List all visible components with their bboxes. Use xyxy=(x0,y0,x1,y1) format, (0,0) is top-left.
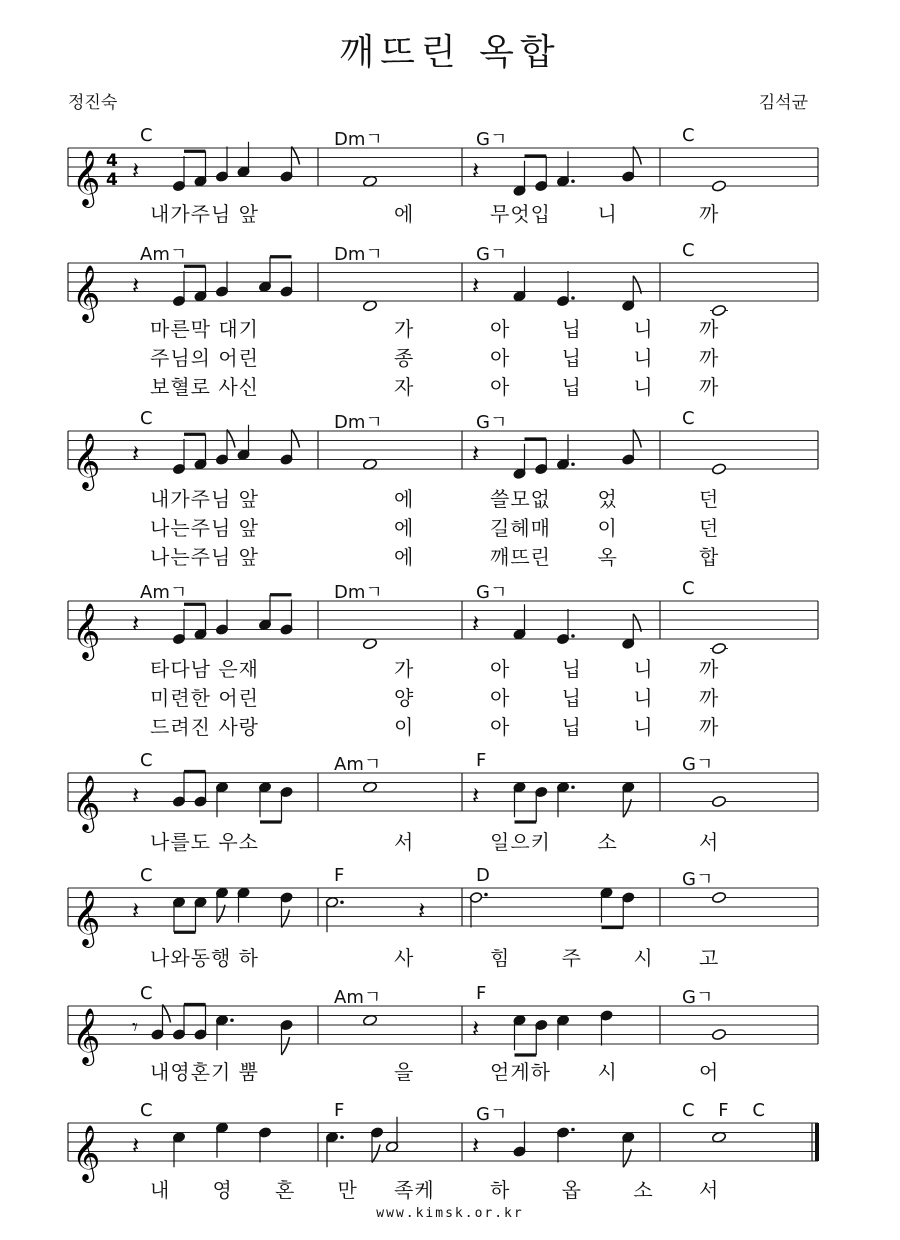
lyric-line xyxy=(0,711,900,741)
quarter-rest-icon: 𝄽 xyxy=(472,781,480,810)
lyric-syllable: 드려진 사랑 xyxy=(150,715,259,739)
note-head xyxy=(711,891,726,903)
lyric-syllable: 서 xyxy=(699,830,720,854)
lyric-syllable: 까 xyxy=(699,715,720,739)
dot xyxy=(571,634,575,638)
note-head xyxy=(711,795,726,807)
chord-symbol: Amㄱ xyxy=(334,754,382,775)
time-signature-top: 4 xyxy=(106,151,118,171)
treble-clef-icon: 𝄞 xyxy=(72,1125,101,1181)
lyric-line xyxy=(0,342,900,372)
chord-symbol: Amㄱ xyxy=(140,582,188,603)
lyric-syllable: 깨뜨린 xyxy=(490,545,551,569)
lyric-syllable: 사 xyxy=(394,946,415,970)
chord-symbol: C xyxy=(140,865,153,886)
website-footer: www.kimsk.or.kr xyxy=(376,1206,524,1221)
quarter-rest-icon: 𝄽 xyxy=(472,271,480,300)
treble-clef-icon: 𝄞 xyxy=(72,150,101,206)
lyric-syllable: 었 xyxy=(597,487,618,511)
lyric-syllable: 까 xyxy=(699,202,720,226)
lyric-line xyxy=(0,1056,900,1086)
lyric-syllable: 까 xyxy=(699,686,720,710)
dot xyxy=(484,893,488,897)
quarter-rest-icon: 𝄽 xyxy=(132,896,140,925)
lyric-syllable: 닙 xyxy=(561,346,582,370)
lyric-syllable: 까 xyxy=(699,657,720,681)
note-head xyxy=(711,1028,726,1040)
chord-symbol: C xyxy=(140,408,153,429)
note-head xyxy=(711,463,726,475)
chord-symbol: Dmㄱ xyxy=(334,244,383,265)
lyric-syllable: 종 xyxy=(394,346,415,370)
chord-symbol: C xyxy=(140,750,153,771)
lyric-line xyxy=(0,512,900,542)
treble-clef-icon: 𝄞 xyxy=(72,265,101,321)
flag xyxy=(292,430,300,448)
eighth-rest-icon: 𝄾 xyxy=(132,1015,138,1041)
composer-name: 김석균 xyxy=(758,93,808,113)
chord-symbol: C xyxy=(140,1100,153,1121)
chord-symbol: Gㄱ xyxy=(682,869,714,890)
quarter-rest-icon: 𝄽 xyxy=(132,439,140,468)
chord-symbol: F xyxy=(476,750,487,771)
flag xyxy=(227,430,235,448)
quarter-rest-icon: 𝄽 xyxy=(132,781,140,810)
dot xyxy=(571,462,575,466)
flag xyxy=(633,147,641,165)
lyric-syllable: 이 xyxy=(394,715,415,739)
lyric-syllable: 하 xyxy=(490,1178,511,1202)
lyricist-name: 정진숙 xyxy=(68,93,118,113)
chord-symbol: Gㄱ xyxy=(682,987,714,1008)
lyric-syllable: 아 xyxy=(490,686,511,710)
chord-symbol: Dmㄱ xyxy=(334,412,383,433)
lyric-syllable: 내영혼기 뿜 xyxy=(150,1060,259,1084)
quarter-rest-icon: 𝄽 xyxy=(472,609,480,638)
lyric-line xyxy=(0,1174,900,1204)
lyric-syllable: 나는주님 앞 xyxy=(150,545,259,569)
staff xyxy=(0,413,900,493)
quarter-rest-icon: 𝄽 xyxy=(132,271,140,300)
lyric-syllable: 아 xyxy=(490,715,511,739)
quarter-rest-icon: 𝄽 xyxy=(132,609,140,638)
lyric-syllable: 닙 xyxy=(561,657,582,681)
lyric-syllable: 어 xyxy=(699,1060,720,1084)
lyric-syllable: 니 xyxy=(633,686,654,710)
lyric-syllable: 아 xyxy=(490,375,511,399)
lyric-syllable: 던 xyxy=(699,516,720,540)
lyric-syllable: 시 xyxy=(597,1060,618,1084)
lyric-syllable: 영 xyxy=(212,1178,233,1202)
lyric-syllable: 얻게하 xyxy=(490,1060,551,1084)
chord-symbol: D xyxy=(476,865,490,886)
lyric-syllable: 니 xyxy=(633,346,654,370)
lyric-syllable: 양 xyxy=(394,686,415,710)
flag xyxy=(633,430,641,448)
chord-symbol: Gㄱ xyxy=(682,754,714,775)
lyric-syllable: 니 xyxy=(633,375,654,399)
chord-symbol: F xyxy=(476,983,487,1004)
lyric-syllable: 이 xyxy=(597,516,618,540)
treble-clef-icon: 𝄞 xyxy=(72,433,101,489)
dot xyxy=(571,296,575,300)
lyric-syllable: 가 xyxy=(394,317,415,341)
lyric-syllable: 보혈로 사신 xyxy=(150,375,259,399)
lyric-syllable: 나는주님 앞 xyxy=(150,516,259,540)
flag xyxy=(163,1005,171,1023)
flag xyxy=(282,1037,290,1055)
quarter-rest-icon: 𝄽 xyxy=(132,1131,140,1160)
note-head xyxy=(711,180,726,192)
chord-symbol: Gㄱ xyxy=(476,582,508,603)
lyric-line xyxy=(0,682,900,712)
chord-symbol: C F C xyxy=(682,1100,765,1121)
lyric-line xyxy=(0,942,900,972)
lyric-syllable: 까 xyxy=(699,317,720,341)
final-barline-thick xyxy=(815,1123,819,1161)
lyric-line xyxy=(0,541,900,571)
lyric-syllable: 에 xyxy=(394,487,415,511)
lyric-syllable: 길헤매 xyxy=(490,516,551,540)
chord-symbol: Dmㄱ xyxy=(334,129,383,150)
lyric-line xyxy=(0,371,900,401)
lyric-syllable: 닙 xyxy=(561,375,582,399)
lyric-syllable: 서 xyxy=(394,830,415,854)
chord-symbol: Amㄱ xyxy=(334,987,382,1008)
lyric-syllable: 미련한 어린 xyxy=(150,686,259,710)
lyric-syllable: 만 xyxy=(337,1178,358,1202)
staff xyxy=(0,583,900,663)
lyric-line xyxy=(0,313,900,343)
lyric-syllable: 에 xyxy=(394,545,415,569)
lyric-syllable: 혼 xyxy=(275,1178,296,1202)
lyric-syllable: 아 xyxy=(490,657,511,681)
lyric-syllable: 내 xyxy=(150,1178,171,1202)
staff xyxy=(0,755,900,835)
chord-symbol: Gㄱ xyxy=(476,244,508,265)
lyric-syllable: 서 xyxy=(699,1178,720,1202)
quarter-rest-icon: 𝄽 xyxy=(472,156,480,185)
quarter-rest-icon: 𝄽 xyxy=(472,1131,480,1160)
treble-clef-icon: 𝄞 xyxy=(72,775,101,831)
lyric-syllable: 쓸모없 xyxy=(490,487,551,511)
chord-symbol: F xyxy=(334,865,345,886)
chord-symbol: F xyxy=(334,1100,345,1121)
chord-symbol: Amㄱ xyxy=(140,244,188,265)
chord-symbol: Gㄱ xyxy=(476,412,508,433)
treble-clef-icon: 𝄞 xyxy=(72,890,101,946)
lyric-syllable: 시 xyxy=(633,946,654,970)
lyric-syllable: 나를도 우소 xyxy=(150,830,259,854)
lyric-syllable: 소 xyxy=(633,1178,654,1202)
flag xyxy=(282,910,290,928)
chord-symbol: C xyxy=(140,125,153,146)
lyric-syllable: 가 xyxy=(394,657,415,681)
lyric-syllable: 족케 xyxy=(394,1178,435,1202)
song-title: 깨뜨린 옥합 xyxy=(339,32,561,73)
chord-symbol: C xyxy=(682,240,695,261)
lyric-syllable: 합 xyxy=(699,545,720,569)
lyric-syllable: 던 xyxy=(699,487,720,511)
dot xyxy=(571,1128,575,1132)
lyric-syllable: 타다남 은재 xyxy=(150,657,259,681)
lyric-syllable: 소 xyxy=(597,830,618,854)
lyric-syllable: 까 xyxy=(699,375,720,399)
lyric-syllable: 자 xyxy=(394,375,415,399)
lyric-syllable: 아 xyxy=(490,346,511,370)
lyric-syllable: 내가주님 앞 xyxy=(150,487,259,511)
quarter-rest-icon: 𝄽 xyxy=(472,439,480,468)
lyric-syllable: 닙 xyxy=(561,715,582,739)
dot xyxy=(340,900,344,904)
lyric-syllable: 니 xyxy=(633,317,654,341)
lyric-syllable: 니 xyxy=(633,657,654,681)
lyric-syllable: 주님의 어린 xyxy=(150,346,259,370)
lyric-line xyxy=(0,198,900,228)
lyric-syllable: 옵 xyxy=(561,1178,582,1202)
lyric-syllable: 아 xyxy=(490,317,511,341)
staff xyxy=(0,1105,900,1185)
chord-symbol: C xyxy=(682,125,695,146)
lyric-syllable: 니 xyxy=(597,202,618,226)
treble-clef-icon: 𝄞 xyxy=(72,603,101,659)
lyric-syllable: 나와동행 하 xyxy=(150,946,259,970)
lyric-line xyxy=(0,483,900,513)
lyric-syllable: 에 xyxy=(394,516,415,540)
flag xyxy=(372,1145,380,1163)
lyric-syllable: 닙 xyxy=(561,686,582,710)
dot xyxy=(340,1135,344,1139)
quarter-rest-icon: 𝄽 xyxy=(132,156,140,185)
lyric-syllable: 을 xyxy=(394,1060,415,1084)
dot xyxy=(230,1018,234,1022)
lyric-syllable: 니 xyxy=(633,715,654,739)
lyric-syllable: 주 xyxy=(561,946,582,970)
chord-symbol: C xyxy=(682,578,695,599)
lyric-syllable: 내가주님 앞 xyxy=(150,202,259,226)
quarter-rest-icon: 𝄽 xyxy=(472,1014,480,1043)
lyric-line xyxy=(0,653,900,683)
lyric-syllable: 마른막 대기 xyxy=(150,317,259,341)
lyric-syllable: 무엇입 xyxy=(490,202,551,226)
treble-clef-icon: 𝄞 xyxy=(72,1008,101,1064)
chord-symbol: C xyxy=(682,408,695,429)
chord-symbol: Gㄱ xyxy=(476,129,508,150)
lyric-syllable: 닙 xyxy=(561,317,582,341)
lyric-syllable: 옥 xyxy=(597,545,618,569)
staff xyxy=(0,870,900,950)
lyric-syllable: 에 xyxy=(394,202,415,226)
lyric-line xyxy=(0,826,900,856)
dot xyxy=(571,179,575,183)
chord-symbol: Gㄱ xyxy=(476,1104,508,1125)
time-signature-bottom: 4 xyxy=(106,170,118,190)
lyric-syllable: 일으키 xyxy=(490,830,551,854)
lyric-syllable: 까 xyxy=(699,346,720,370)
dot xyxy=(571,785,575,789)
chord-symbol: Dmㄱ xyxy=(334,582,383,603)
lyric-syllable: 힘 xyxy=(490,946,511,970)
quarter-rest-icon: 𝄽 xyxy=(418,896,426,925)
flag xyxy=(292,147,300,165)
chord-symbol: C xyxy=(140,983,153,1004)
lyric-syllable: 고 xyxy=(699,946,720,970)
